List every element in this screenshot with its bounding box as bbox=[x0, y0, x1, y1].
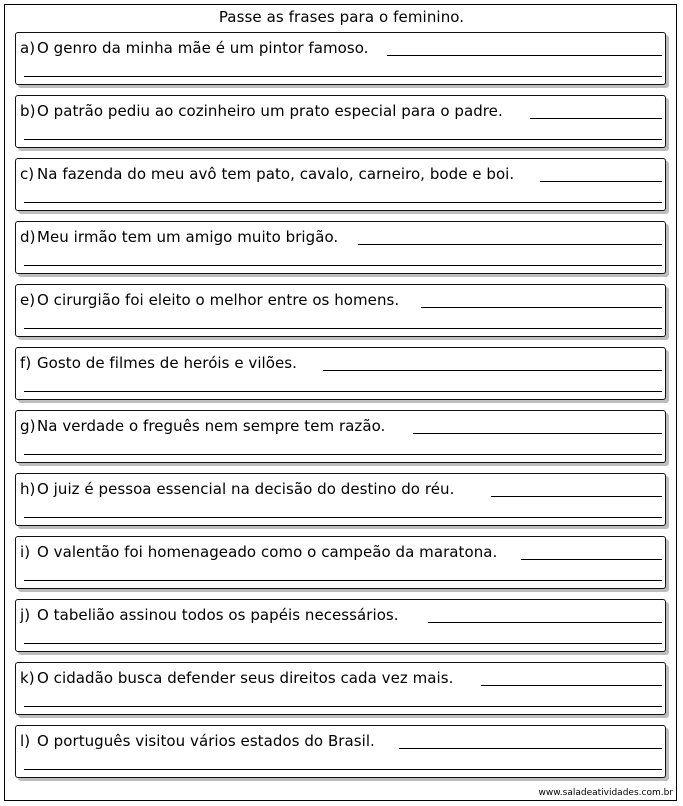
answer-line[interactable] bbox=[24, 769, 662, 770]
answer-line[interactable] bbox=[24, 706, 662, 707]
item-sentence: Gosto de filmes de heróis e vilões. bbox=[37, 354, 297, 372]
item-letter: i) bbox=[20, 543, 31, 561]
item-letter: b) bbox=[20, 102, 36, 120]
exercise-item-k bbox=[15, 662, 666, 715]
item-letter: j) bbox=[20, 606, 31, 624]
exercise-item-e bbox=[15, 284, 666, 337]
item-letter: l) bbox=[20, 732, 31, 750]
item-sentence: Na fazenda do meu avô tem pato, cavalo, carneiro, bode e boi. bbox=[37, 165, 515, 183]
answer-line[interactable] bbox=[24, 391, 662, 392]
item-sentence: O cidadão busca defender seus direitos cada vez mais. bbox=[37, 669, 454, 687]
exercise-item-f bbox=[15, 347, 666, 400]
item-letter: g) bbox=[20, 417, 36, 435]
exercise-item-d bbox=[15, 221, 666, 274]
exercise-item-c bbox=[15, 158, 666, 211]
item-sentence: O valentão foi homenageado como o campeão da maratona. bbox=[37, 543, 498, 561]
answer-line[interactable] bbox=[323, 370, 662, 371]
website-credit: www.saladeatividades.com.br bbox=[538, 788, 673, 798]
item-sentence: O tabelião assinou todos os papéis necessários. bbox=[37, 606, 399, 624]
item-letter: k) bbox=[20, 669, 35, 687]
exercise-item-i bbox=[15, 536, 666, 589]
item-sentence: Na verdade o freguês nem sempre tem razão. bbox=[37, 417, 386, 435]
answer-line[interactable] bbox=[24, 643, 662, 644]
answer-line[interactable] bbox=[413, 433, 662, 434]
answer-line[interactable] bbox=[24, 454, 662, 455]
item-letter: f) bbox=[20, 354, 32, 372]
answer-line[interactable] bbox=[428, 622, 662, 623]
item-sentence: O português visitou vários estados do Brasil. bbox=[37, 732, 375, 750]
answer-line[interactable] bbox=[24, 517, 662, 518]
exercise-item-h bbox=[15, 473, 666, 526]
item-letter: c) bbox=[20, 165, 35, 183]
item-letter: h) bbox=[20, 480, 36, 498]
exercise-item-j bbox=[15, 599, 666, 652]
answer-line[interactable] bbox=[421, 307, 662, 308]
answer-line[interactable] bbox=[24, 139, 662, 140]
exercise-item-l bbox=[15, 725, 666, 778]
answer-line[interactable] bbox=[24, 76, 662, 77]
item-sentence: Meu irmão tem um amigo muito brigão. bbox=[37, 228, 339, 246]
exercise-item-b bbox=[15, 95, 666, 148]
item-sentence: O genro da minha mãe é um pintor famoso. bbox=[37, 39, 369, 57]
answer-line[interactable] bbox=[481, 685, 662, 686]
answer-line[interactable] bbox=[24, 265, 662, 266]
item-sentence: O juiz é pessoa essencial na decisão do destino do réu. bbox=[37, 480, 455, 498]
worksheet-title: Passe as frases para o feminino. bbox=[218, 8, 465, 26]
item-letter: a) bbox=[20, 39, 36, 57]
item-letter: d) bbox=[20, 228, 36, 246]
answer-line[interactable] bbox=[24, 580, 662, 581]
answer-line[interactable] bbox=[530, 118, 662, 119]
item-letter: e) bbox=[20, 291, 36, 309]
exercise-item-a bbox=[15, 32, 666, 85]
answer-line[interactable] bbox=[24, 202, 662, 203]
item-sentence: O cirurgião foi eleito o melhor entre os homens. bbox=[37, 291, 400, 309]
answer-line[interactable] bbox=[399, 748, 662, 749]
answer-line[interactable] bbox=[540, 181, 662, 182]
item-sentence: O patrão pediu ao cozinheiro um prato especial para o padre. bbox=[37, 102, 503, 120]
answer-line[interactable] bbox=[24, 328, 662, 329]
answer-line[interactable] bbox=[521, 559, 662, 560]
answer-line[interactable] bbox=[387, 55, 662, 56]
exercise-item-g bbox=[15, 410, 666, 463]
answer-line[interactable] bbox=[358, 244, 662, 245]
answer-line[interactable] bbox=[491, 496, 662, 497]
